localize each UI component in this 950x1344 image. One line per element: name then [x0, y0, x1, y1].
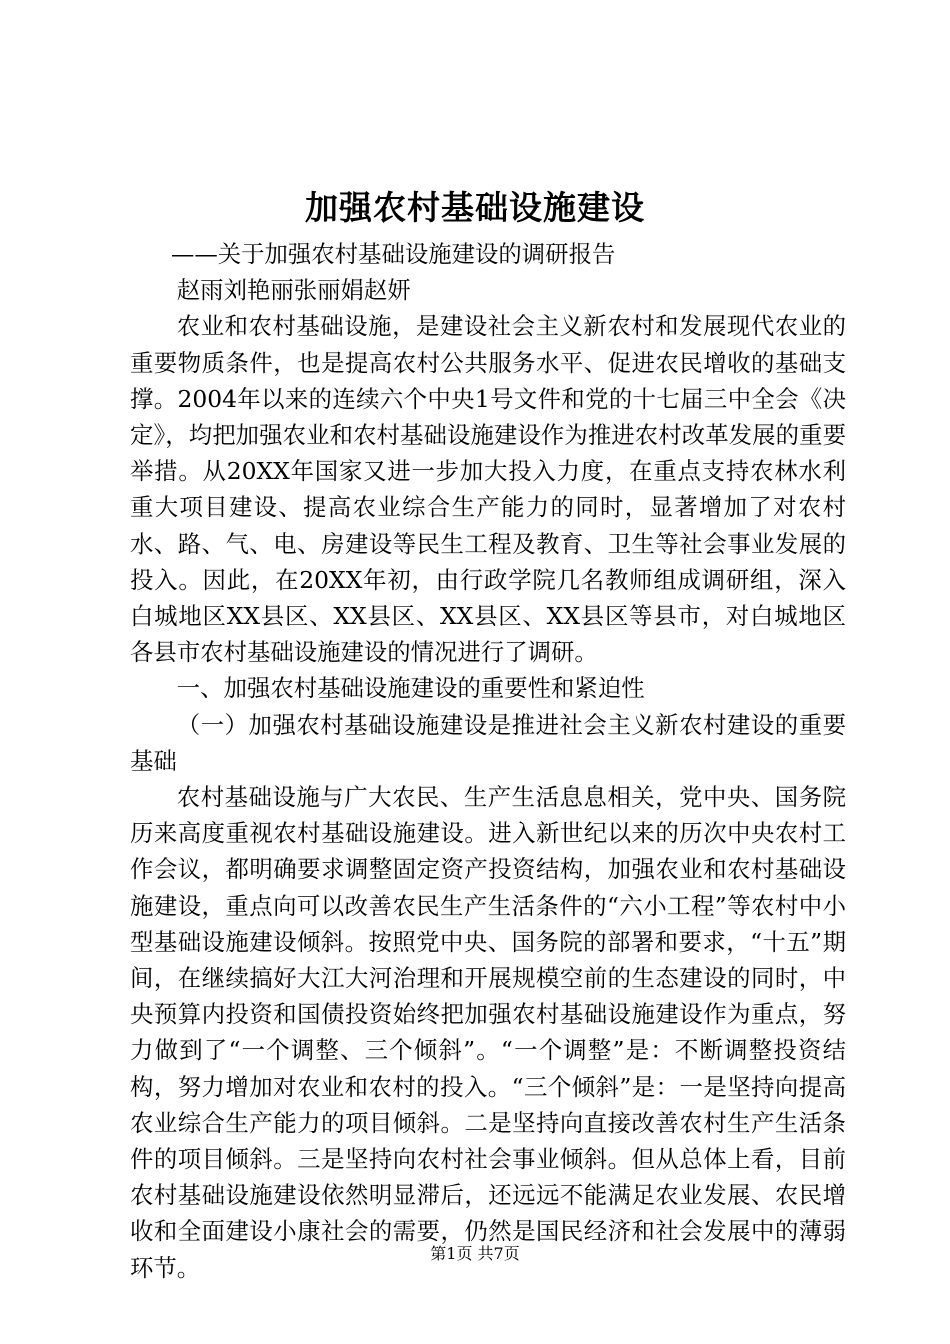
section-heading-1: 一、加强农村基础设施建设的重要性和紧迫性: [176, 674, 645, 703]
subsection-heading-1: （一）加强农村基础设施建设是推进社会主义新农村建设的重要基础: [130, 710, 846, 775]
document-body: [130, 236, 846, 1286]
document-authors: 赵雨刘艳丽张丽娟赵妍: [176, 276, 411, 305]
paragraph-body: 农村基础设施与广大农民、生产生活息息相关，党中央、国务院历来高度重视农村基础设施建设。进入新世纪以来的历次中央农村工作会议，都明确要求调整固定资产投资结构，加强农业和农村基础设施建设，重点向可以改善农民生产生活条件的“六小工程”等农村中小型基础设施建设倾斜。按照党中央、国务院的部署和要求，“十五”期间，在继续搞好大江大河治理和开展规模空前的生态建设的同时，中央预算内投资和国债投资始终把加强农村基础设施建设作为重点，努力做到了“一个调整、三个倾斜”。“一个调整”是：不断调整投资结构，努力增加对农业和农村的投入。“三个倾斜”是：一是坚持向提高农业综合生产能力的项目倾斜。二是坚持向直接改善农村生产生活条件的项目倾斜。三是坚持向农村社会事业倾斜。但从总体上看，目前农村基础设施建设依然明显滞后，还远远不能满足农业发展、农民增收和全面建设小康社会的需要，仍然是国民经济和社会发展中的薄弱环节。: [130, 783, 846, 1282]
document-subtitle: ——关于加强农村基础设施建设的调研报告: [170, 240, 616, 268]
document-title: 加强农村基础设施建设: [305, 188, 645, 227]
paragraph-intro: 农业和农村基础设施，是建设社会主义新农村和发展现代农业的重要物质条件，也是提高农村公共服务水平、促进农民增收的基础支撑。2004年以来的连续六个中央1号文件和党的十七届三中全会《决定》，均把加强农业和农村基础设施建设作为推进农村改革发展的重要举措。从20XX年国家又进一步加大投入力度，在重点支持农林水利重大项目建设、提高农业综合生产能力的同时，显著增加了对农村水、路、气、电、房建设等民生工程及教育、卫生等社会事业发展的投入。因此，在20XX年初，由行政学院几名教师组成调研组，深入白城地区XX县区、XX县区、XX县区、XX县区等县市，对白城地区各县市农村基础设施建设的情况进行了调研。: [130, 312, 846, 667]
page-footer: 第1页 共7页: [430, 1244, 520, 1263]
